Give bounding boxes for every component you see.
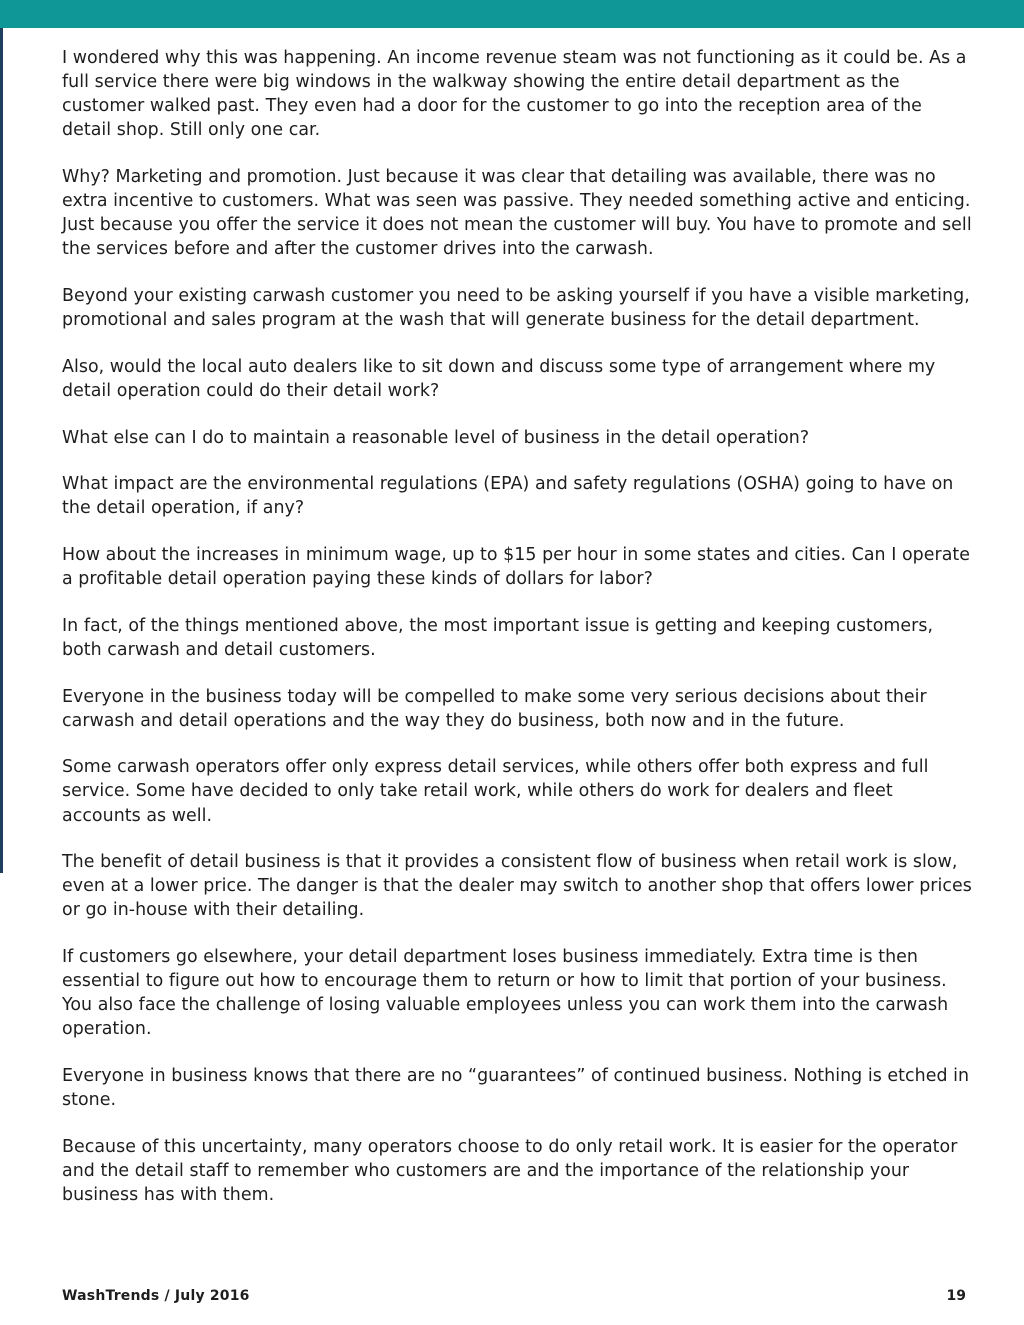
article-body bbox=[62, 46, 974, 1230]
article-paragraph: In fact, of the things mentioned above, the most important issue is getting and keeping customers, both carwash and detail customers. bbox=[62, 615, 934, 660]
article-paragraph: What impact are the environmental regulations (EPA) and safety regulations (OSHA) going to have on the detail operation, if any? bbox=[62, 474, 954, 519]
top-color-bar bbox=[0, 0, 1024, 28]
article-paragraph: Because of this uncertainty, many operators choose to do only retail work. It is easier for the operator and the detail staff to remember who customers are and the importance of the relationship your business has with them. bbox=[62, 1136, 958, 1205]
article-paragraph: Also, would the local auto dealers like to sit down and discuss some type of arrangement where my detail operation could do their detail work? bbox=[62, 356, 936, 401]
article-paragraph: Some carwash operators offer only express detail services, while others offer both express and full service. Some have decided to only take retail work, while others do work for dealers and fleet accounts as well. bbox=[62, 757, 929, 826]
article-paragraph: Everyone in the business today will be compelled to make some very serious decisions about their carwash and detail operations and the way they do business, both now and in the future. bbox=[62, 686, 927, 731]
article-paragraph: The benefit of detail business is that it provides a consistent flow of business when retail work is slow, even at a lower price. The danger is that the dealer may switch to another shop that offers lower prices or go in-house with their detailing. bbox=[62, 852, 972, 921]
article-paragraph: Everyone in business knows that there are no “guarantees” of continued business. Nothing is etched in stone. bbox=[62, 1066, 970, 1111]
article-paragraph: Why? Marketing and promotion. Just because it was clear that detailing was available, there was no extra incentive to customers. What was seen was passive. They needed something active and enticing. Just because you offer the service it does not mean the customer will buy. You have to promote and sell the services before and after the customer drives into the carwash. bbox=[62, 166, 972, 260]
page-number: 19 bbox=[946, 1288, 966, 1304]
article-paragraph: Beyond your existing carwash customer you need to be asking yourself if you have a visible marketing, promotional and sales program at the wash that will generate business for the detail department. bbox=[62, 285, 970, 331]
left-edge-stripe bbox=[0, 28, 3, 873]
article-paragraph: What else can I do to maintain a reasonable level of business in the detail operation? bbox=[62, 427, 810, 448]
article-paragraph: How about the increases in minimum wage, up to $15 per hour in some states and cities. Can I operate a profitable detail operation paying these kinds of dollars for labor? bbox=[62, 544, 971, 590]
footer-publication: WashTrends / July 2016 bbox=[62, 1288, 250, 1304]
article-paragraph: If customers go elsewhere, your detail department loses business immediately. Extra time is then essential to figure out how to encourage them to return or how to limit that portion of your business. You also face the challenge of losing valuable employees unless you can work them into the carwash operation. bbox=[62, 947, 949, 1040]
article-paragraph: I wondered why this was happening. An income revenue steam was not functioning as it could be. As a full service there were big windows in the walkway showing the entire detail department as the customer walked past. They even had a door for the customer to go into the reception area of the detail shop. Still only one car. bbox=[62, 48, 967, 141]
